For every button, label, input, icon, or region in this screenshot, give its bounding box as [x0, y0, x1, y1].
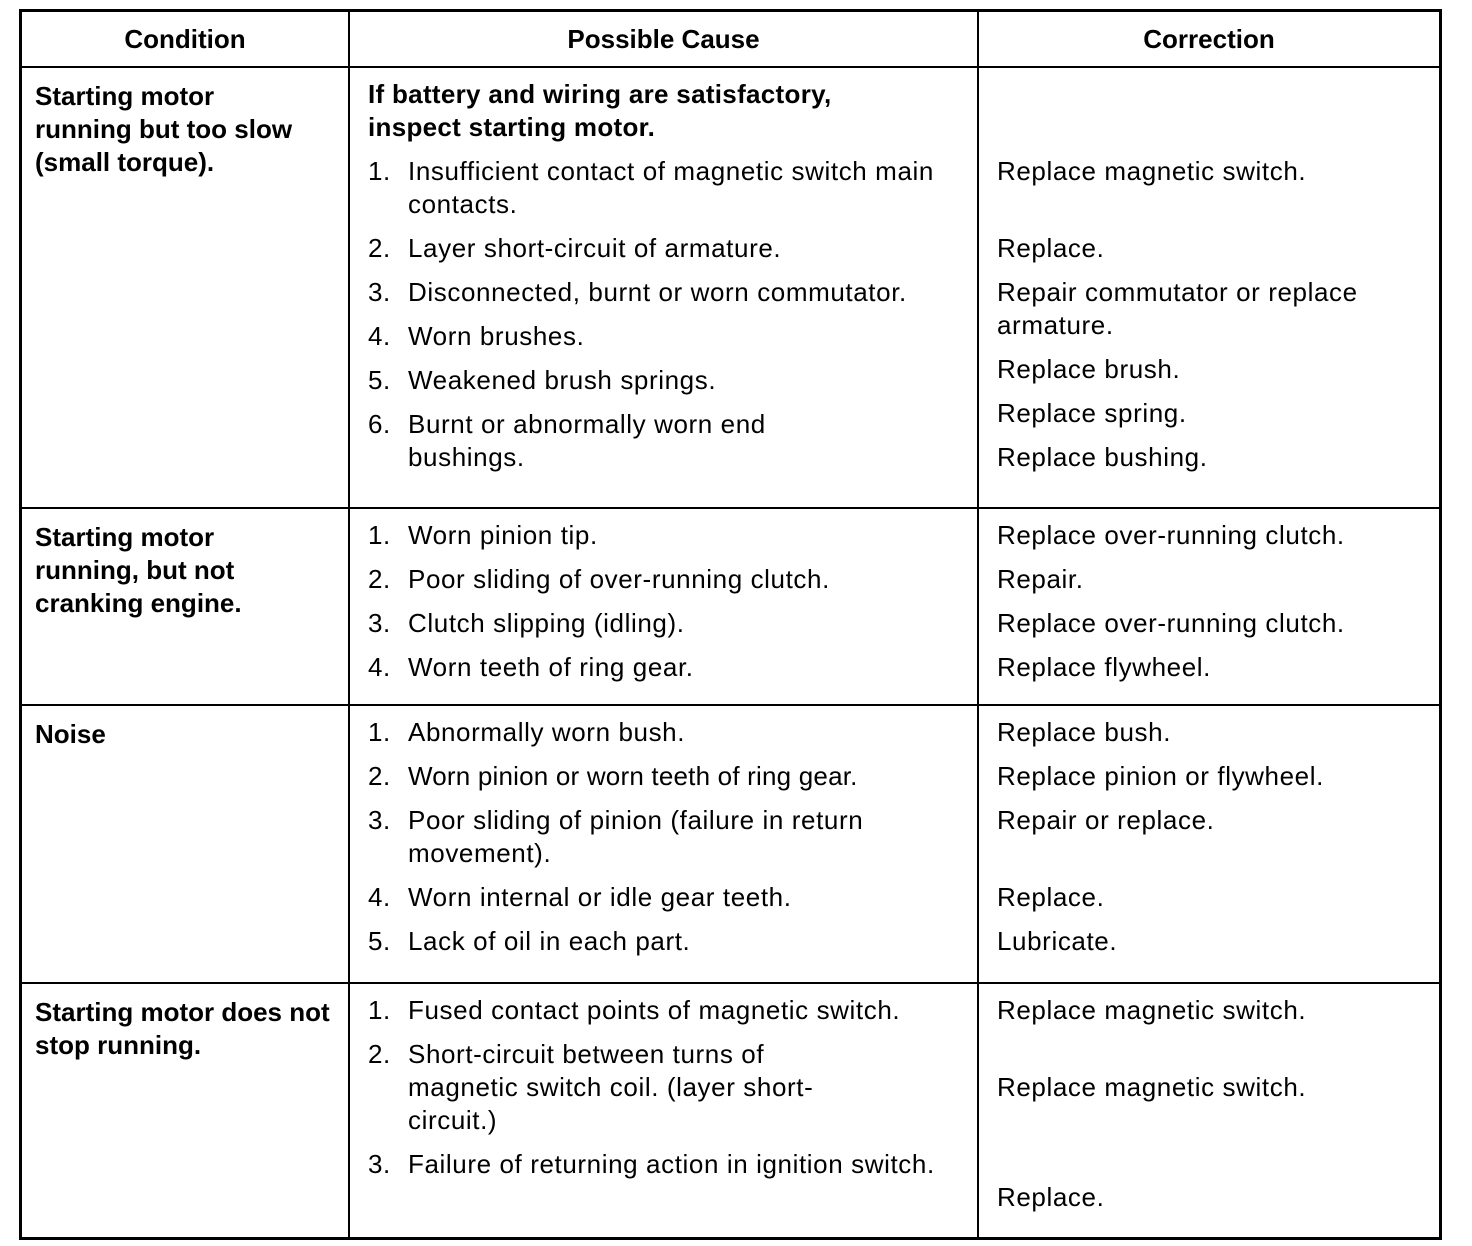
- correction-cell: [978, 983, 1439, 1237]
- intro-spacer: [997, 122, 1431, 155]
- header-correction: Correction: [978, 12, 1439, 67]
- cause-item: [368, 881, 969, 914]
- correction-text: Replace over-running clutch.: [997, 519, 1345, 550]
- cause-text: Burnt or abnormally worn end bushings.: [408, 409, 766, 472]
- cause-text: Worn teeth of ring gear.: [408, 651, 694, 682]
- correction-line: [997, 563, 1431, 596]
- correction-text: Replace spring.: [997, 398, 1187, 428]
- cause-number: 5.: [368, 365, 391, 395]
- cause-text: Fused contact points of magnetic switch.: [408, 994, 901, 1025]
- cause-text: Worn brushes.: [408, 321, 585, 351]
- condition-cell: [22, 705, 349, 983]
- cause-number: 1.: [368, 716, 391, 747]
- condition-text: Starting motor running, but not cranking engine.: [35, 521, 242, 618]
- troubleshooting-table: [22, 12, 1439, 1237]
- correction-line: [997, 716, 1431, 749]
- cause-text: Failure of returning action in ignition switch.: [408, 1148, 935, 1179]
- condition-cell: [22, 508, 349, 705]
- cause-text: Worn internal or idle gear teeth.: [408, 881, 792, 912]
- cause-item: [368, 1038, 969, 1137]
- header-row: [22, 12, 1439, 67]
- correction-text: Replace pinion or flywheel.: [997, 760, 1324, 791]
- cause-item: [368, 155, 969, 221]
- correction-line: [997, 760, 1431, 793]
- header-possible-cause: Possible Cause: [349, 12, 978, 67]
- table-row: [22, 508, 1439, 705]
- cause-item: [368, 519, 969, 552]
- cause-text: Abnormally worn bush.: [408, 716, 686, 747]
- correction-text: Lubricate.: [997, 925, 1118, 956]
- cause-text: Insufficient contact of magnetic switch main contacts.: [408, 156, 934, 219]
- correction-text: Replace bush.: [997, 716, 1172, 747]
- correction-line: [997, 881, 1431, 914]
- condition-text: Starting motor does not stop running.: [35, 996, 330, 1060]
- correction-cell: [978, 705, 1439, 983]
- correction-text: Replace over-running clutch.: [997, 607, 1345, 638]
- cause-item: [368, 716, 969, 749]
- correction-line: [997, 1181, 1431, 1214]
- correction-line: [997, 441, 1431, 474]
- condition-cell: [22, 983, 349, 1237]
- cause-text: Disconnected, burnt or worn commutator.: [408, 277, 907, 307]
- correction-line: [997, 651, 1431, 684]
- cause-number: 5.: [368, 925, 391, 956]
- cause-item: [368, 760, 969, 793]
- correction-text: Repair or replace.: [997, 804, 1215, 835]
- condition-text: Starting motor running but too slow (small torque).: [35, 81, 293, 177]
- cause-number: 4.: [368, 881, 391, 912]
- cause-number: 1.: [368, 519, 391, 550]
- cause-text: Worn pinion or worn teeth of ring gear.: [408, 760, 858, 791]
- correction-text: Repair.: [997, 563, 1084, 594]
- cause-number: 6.: [368, 409, 391, 439]
- cause-item: [368, 276, 969, 309]
- cause-item: [368, 607, 969, 640]
- table-row: [22, 983, 1439, 1237]
- cause-cell: [349, 705, 978, 983]
- correction-line: [997, 276, 1431, 342]
- header-condition: Condition: [22, 12, 349, 67]
- cause-number: 4.: [368, 651, 391, 682]
- correction-line: [997, 353, 1431, 386]
- cause-text: Poor sliding of over-running clutch.: [408, 563, 830, 594]
- correction-text: Replace magnetic switch.: [997, 156, 1307, 186]
- cause-cell: [349, 983, 978, 1237]
- cause-item: [368, 364, 969, 397]
- cause-number: 2.: [368, 760, 391, 791]
- cause-number: 3.: [368, 277, 391, 307]
- table-row: [22, 705, 1439, 983]
- correction-text: Replace flywheel.: [997, 651, 1211, 682]
- cause-text: Layer short-circuit of armature.: [408, 233, 782, 263]
- cause-number: 2.: [368, 563, 391, 594]
- cause-cell: [349, 67, 978, 508]
- cause-text: Weakened brush springs.: [408, 365, 717, 395]
- condition-text: Noise: [35, 718, 106, 749]
- cause-text: Short-circuit between turns of magnetic switch coil. (layer short-circuit.): [408, 1038, 814, 1135]
- troubleshooting-table-frame: [19, 9, 1442, 1240]
- cause-text: Poor sliding of pinion (failure in return movement).: [408, 804, 864, 868]
- cause-text: Clutch slipping (idling).: [408, 607, 685, 638]
- correction-text: Replace.: [997, 233, 1105, 263]
- correction-line: [997, 607, 1431, 640]
- correction-line: [997, 519, 1431, 552]
- cause-item: [368, 408, 969, 474]
- correction-line: [997, 397, 1431, 430]
- cause-number: 2.: [368, 1038, 391, 1069]
- correction-cell: [978, 67, 1439, 508]
- correction-line: [997, 804, 1431, 870]
- cause-text: Lack of oil in each part.: [408, 925, 691, 956]
- condition-cell: [22, 67, 349, 508]
- correction-text: Replace.: [997, 881, 1105, 912]
- correction-line: [997, 1071, 1431, 1170]
- correction-text: Replace bushing.: [997, 442, 1208, 472]
- cause-item: [368, 1148, 969, 1181]
- cause-item: [368, 994, 969, 1027]
- cause-number: 3.: [368, 804, 391, 835]
- cause-number: 4.: [368, 321, 391, 351]
- cause-item: [368, 320, 969, 353]
- cause-item: [368, 925, 969, 958]
- correction-line: [997, 232, 1431, 265]
- cause-number: 3.: [368, 1148, 391, 1179]
- cause-text: Worn pinion tip.: [408, 519, 598, 550]
- cause-number: 1.: [368, 156, 391, 186]
- correction-text: Replace brush.: [997, 354, 1181, 384]
- cause-intro: If battery and wiring are satisfactory, inspect starting motor.: [368, 79, 832, 142]
- table-row: [22, 67, 1439, 508]
- correction-text: Replace magnetic switch.: [997, 1071, 1307, 1102]
- correction-text: Replace magnetic switch.: [997, 994, 1307, 1025]
- correction-line: [997, 994, 1431, 1060]
- correction-cell: [978, 508, 1439, 705]
- cause-cell: [349, 508, 978, 705]
- cause-item: [368, 563, 969, 596]
- correction-line: [997, 155, 1431, 221]
- correction-text: Replace.: [997, 1181, 1105, 1212]
- cause-number: 1.: [368, 994, 391, 1025]
- correction-text: Repair commutator or replace armature.: [997, 277, 1358, 340]
- cause-item: [368, 232, 969, 265]
- cause-number: 2.: [368, 233, 391, 263]
- intro-spacer: [997, 78, 1431, 111]
- cause-item: [368, 804, 969, 870]
- cause-number: 3.: [368, 607, 391, 638]
- correction-line: [997, 925, 1431, 958]
- cause-item: [368, 651, 969, 684]
